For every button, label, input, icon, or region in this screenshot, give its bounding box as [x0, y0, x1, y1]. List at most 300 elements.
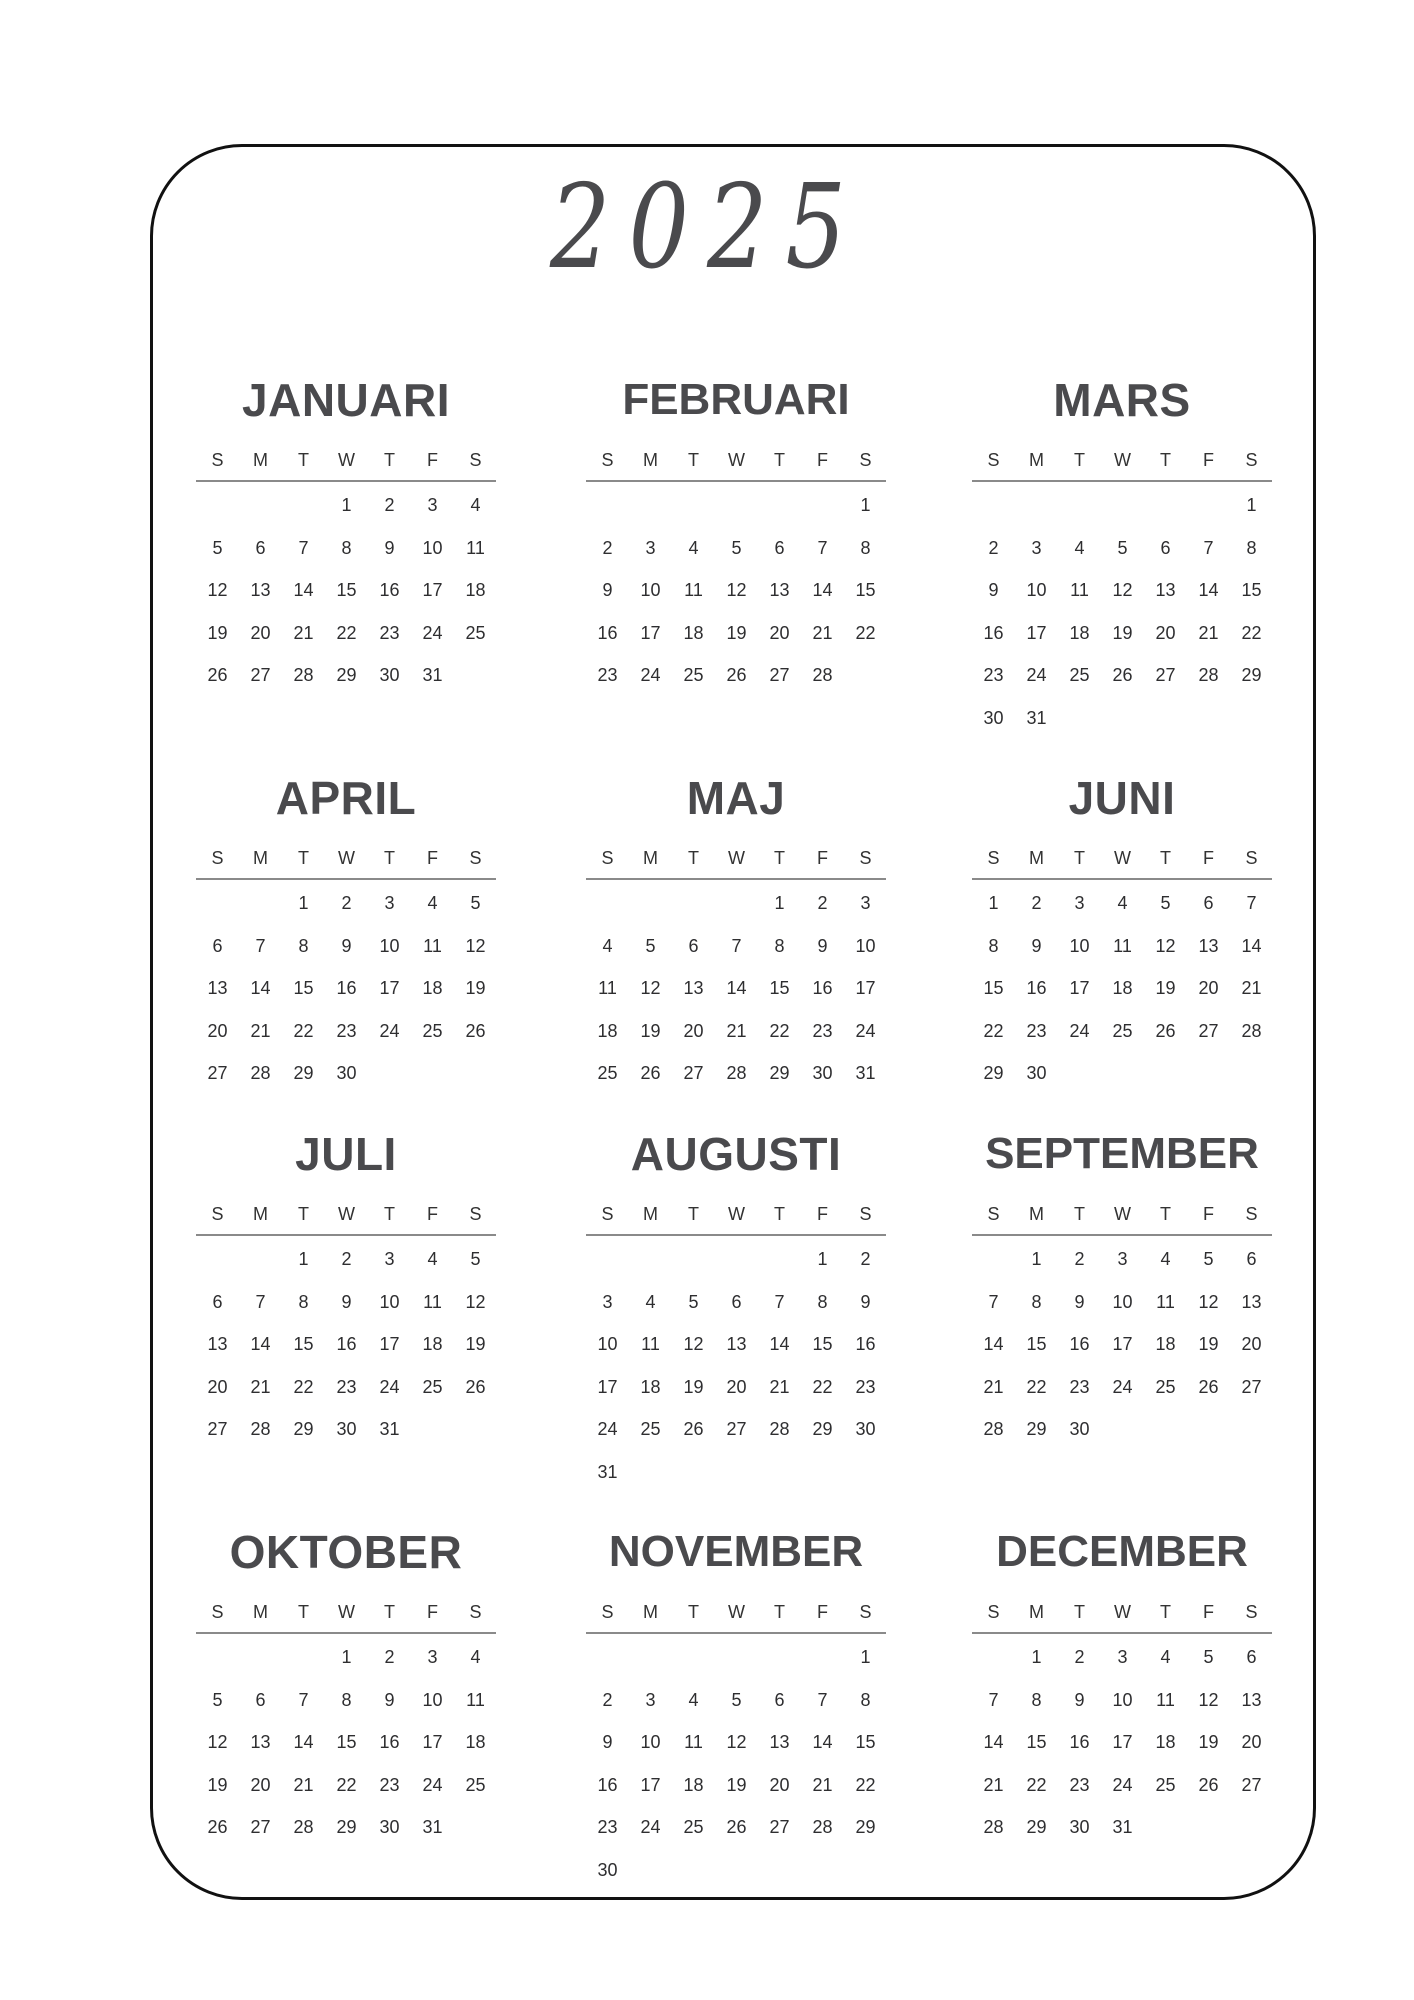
weekday-label: S	[469, 1602, 482, 1622]
weekday-label: W	[728, 450, 745, 470]
day-cell: 14	[1241, 935, 1262, 956]
weekday-label: T	[774, 1602, 785, 1622]
weekday-label: S	[859, 848, 872, 868]
day-cell: 4	[1160, 1647, 1171, 1667]
day-cell: 30	[1026, 1063, 1047, 1083]
day-cell: 10	[1112, 1689, 1133, 1710]
day-cell: 26	[207, 1817, 228, 1837]
day-cell: 24	[640, 1817, 661, 1837]
weekday-label: S	[211, 848, 224, 868]
day-cell: 3	[1117, 1249, 1128, 1269]
weekday-header	[586, 838, 886, 880]
weekday-label: W	[728, 1602, 745, 1622]
empty-cell	[282, 1636, 325, 1679]
day-cell: 16	[1026, 978, 1047, 998]
day-cell: 26	[640, 1063, 661, 1083]
weekday-header	[196, 440, 496, 482]
day-cell: 7	[298, 1689, 309, 1710]
day-cell: 22	[336, 1774, 357, 1795]
day-cell: 28	[769, 1419, 790, 1439]
day-cell: 20	[1155, 622, 1176, 643]
day-cell: 13	[769, 1732, 790, 1752]
day-cell: 18	[422, 978, 443, 998]
day-cell: 3	[384, 893, 395, 913]
day-cell: 4	[645, 1291, 656, 1312]
day-cell: 10	[422, 1689, 443, 1710]
day-cell: 3	[602, 1291, 613, 1312]
day-cell: 18	[422, 1334, 443, 1354]
weekday-label: T	[298, 450, 309, 470]
day-cell: 3	[645, 537, 656, 558]
day-cell: 10	[1069, 935, 1090, 956]
month-name: DECEMBER	[996, 1527, 1248, 1576]
day-cell: 16	[379, 1732, 400, 1752]
day-cell: 24	[379, 1020, 400, 1041]
day-cell: 2	[988, 537, 999, 558]
day-cell: 12	[1198, 1689, 1219, 1710]
weekday-header	[586, 1592, 886, 1634]
day-cell: 19	[207, 1774, 228, 1795]
day-cell: 13	[1198, 935, 1219, 956]
day-cell: 2	[384, 495, 395, 515]
day-grid	[586, 1636, 886, 1891]
day-cell: 16	[855, 1334, 876, 1354]
day-cell: 7	[1246, 893, 1257, 913]
month-name: MARS	[1053, 374, 1191, 426]
empty-cell	[715, 1238, 758, 1281]
weekday-label: W	[338, 1602, 355, 1622]
day-cell: 18	[683, 1774, 704, 1795]
weekday-label: M	[643, 450, 658, 470]
day-cell: 7	[774, 1291, 785, 1312]
day-cell: 17	[1112, 1732, 1133, 1752]
day-cell: 24	[597, 1419, 618, 1439]
empty-cell	[715, 882, 758, 925]
month-name: NOVEMBER	[608, 1527, 864, 1576]
day-cell: 21	[1241, 978, 1262, 998]
day-cell: 15	[1026, 1334, 1047, 1354]
weekday-label: S	[1245, 848, 1258, 868]
empty-cell	[972, 1636, 1015, 1679]
day-cell: 20	[207, 1376, 228, 1397]
day-cell: 6	[688, 935, 699, 956]
day-grid	[972, 1238, 1272, 1451]
day-cell: 6	[1246, 1647, 1257, 1667]
weekday-label: S	[859, 450, 872, 470]
day-cell: 15	[336, 580, 357, 600]
weekday-label: W	[338, 848, 355, 868]
weekday-label: T	[688, 1204, 699, 1224]
empty-cell	[586, 1636, 629, 1679]
month-september	[972, 1126, 1272, 1451]
day-cell: 12	[465, 1291, 486, 1312]
empty-cell	[1101, 484, 1144, 527]
day-cell: 12	[207, 1732, 228, 1752]
empty-cell	[629, 1238, 672, 1281]
day-cell: 20	[1198, 978, 1219, 998]
day-cell: 29	[336, 665, 357, 685]
day-cell: 24	[422, 622, 443, 643]
day-cell: 19	[726, 622, 747, 643]
day-cell: 9	[602, 580, 613, 600]
day-cell: 4	[1160, 1249, 1171, 1269]
day-cell: 14	[983, 1732, 1004, 1752]
weekday-label: M	[643, 1602, 658, 1622]
day-cell: 28	[983, 1817, 1004, 1837]
day-cell: 7	[817, 1689, 828, 1710]
day-cell: 7	[255, 935, 266, 956]
empty-cell	[239, 1636, 282, 1679]
weekday-header	[196, 1592, 496, 1634]
day-cell: 24	[1112, 1774, 1133, 1795]
weekday-label: F	[427, 848, 438, 868]
day-cell: 4	[1117, 893, 1128, 913]
day-cell: 3	[1117, 1647, 1128, 1667]
empty-cell	[672, 1238, 715, 1281]
weekday-label: T	[1074, 1602, 1085, 1622]
weekday-label: T	[774, 1204, 785, 1224]
day-cell: 30	[1069, 1419, 1090, 1439]
month-name: FEBRUARI	[622, 375, 850, 424]
day-cell: 5	[470, 893, 481, 913]
day-cell: 20	[250, 1774, 271, 1795]
weekday-label: W	[728, 848, 745, 868]
weekday-label: S	[1245, 450, 1258, 470]
day-cell: 22	[1026, 1376, 1047, 1397]
weekday-label: S	[469, 450, 482, 470]
day-cell: 25	[422, 1020, 443, 1041]
day-cell: 14	[812, 1732, 833, 1752]
day-cell: 8	[298, 1291, 309, 1312]
day-cell: 21	[726, 1020, 747, 1041]
day-cell: 5	[1160, 893, 1171, 913]
weekday-label: S	[211, 1602, 224, 1622]
day-cell: 5	[688, 1291, 699, 1312]
day-cell: 17	[1112, 1334, 1133, 1354]
weekday-label: T	[384, 450, 395, 470]
weekday-label: T	[384, 848, 395, 868]
day-cell: 23	[336, 1376, 357, 1397]
day-cell: 18	[597, 1020, 618, 1041]
empty-cell	[972, 484, 1015, 527]
day-cell: 26	[1112, 665, 1133, 685]
weekday-label: M	[1029, 450, 1044, 470]
day-cell: 2	[341, 893, 352, 913]
day-cell: 29	[293, 1063, 314, 1083]
day-cell: 26	[465, 1376, 486, 1397]
day-cell: 27	[769, 665, 790, 685]
day-cell: 1	[341, 495, 352, 515]
weekday-header	[972, 440, 1272, 482]
day-cell: 9	[988, 580, 999, 600]
day-cell: 27	[207, 1419, 228, 1439]
weekday-label: S	[469, 848, 482, 868]
month-name: JUNI	[1068, 772, 1176, 824]
day-cell: 12	[726, 580, 747, 600]
day-cell: 12	[207, 580, 228, 600]
day-cell: 25	[1112, 1020, 1133, 1041]
day-cell: 11	[466, 1689, 485, 1710]
empty-cell	[586, 1238, 629, 1281]
day-cell: 22	[855, 622, 876, 643]
weekday-label: F	[427, 450, 438, 470]
day-cell: 16	[812, 978, 833, 998]
day-cell: 13	[1155, 580, 1176, 600]
day-cell: 10	[640, 1732, 661, 1752]
weekday-label: F	[1203, 450, 1214, 470]
day-cell: 29	[983, 1063, 1004, 1083]
empty-cell	[715, 484, 758, 527]
day-cell: 20	[683, 1020, 704, 1041]
day-cell: 1	[1246, 495, 1257, 515]
weekday-label: F	[817, 1204, 828, 1224]
weekday-header	[196, 1194, 496, 1236]
empty-cell	[1015, 484, 1058, 527]
day-cell: 8	[341, 1689, 352, 1710]
day-cell: 16	[336, 978, 357, 998]
day-cell: 10	[422, 537, 443, 558]
day-cell: 19	[207, 622, 228, 643]
day-cell: 29	[336, 1817, 357, 1837]
day-cell: 3	[427, 1647, 438, 1667]
day-cell: 24	[1026, 665, 1047, 685]
day-cell: 2	[341, 1249, 352, 1269]
weekday-label: T	[1074, 450, 1085, 470]
day-cell: 30	[983, 707, 1004, 728]
day-cell: 5	[645, 935, 656, 956]
day-cell: 31	[1026, 707, 1047, 728]
day-cell: 15	[983, 978, 1004, 998]
empty-cell	[196, 484, 239, 527]
day-cell: 13	[1241, 1689, 1262, 1710]
month-februari	[586, 372, 886, 697]
day-cell: 25	[465, 622, 486, 643]
day-cell: 3	[427, 495, 438, 515]
day-cell: 16	[597, 622, 618, 643]
day-cell: 1	[341, 1647, 352, 1667]
day-cell: 17	[379, 978, 400, 998]
day-grid	[586, 484, 886, 697]
month-juli	[196, 1126, 496, 1451]
month-januari	[196, 372, 496, 697]
day-cell: 25	[597, 1063, 618, 1083]
day-cell: 27	[769, 1817, 790, 1837]
day-cell: 17	[422, 580, 443, 600]
day-cell: 28	[250, 1063, 271, 1083]
empty-cell	[196, 1636, 239, 1679]
day-cell: 25	[1069, 665, 1090, 685]
day-cell: 27	[1155, 665, 1176, 685]
day-cell: 28	[812, 665, 833, 685]
day-cell: 11	[1113, 935, 1132, 956]
day-cell: 13	[1241, 1291, 1262, 1312]
day-cell: 16	[379, 580, 400, 600]
day-cell: 19	[1112, 622, 1133, 643]
weekday-label: S	[601, 1602, 614, 1622]
day-cell: 21	[250, 1376, 271, 1397]
day-cell: 11	[1070, 580, 1089, 600]
weekday-label: W	[728, 1204, 745, 1224]
day-cell: 29	[1241, 665, 1262, 685]
month-augusti	[586, 1126, 886, 1493]
day-cell: 22	[293, 1376, 314, 1397]
empty-cell	[239, 484, 282, 527]
day-cell: 28	[293, 665, 314, 685]
day-cell: 28	[1198, 665, 1219, 685]
day-cell: 4	[470, 495, 481, 515]
empty-cell	[1187, 484, 1230, 527]
month-name: OKTOBER	[229, 1526, 463, 1578]
day-cell: 10	[1026, 580, 1047, 600]
day-cell: 19	[726, 1774, 747, 1795]
empty-cell	[672, 1636, 715, 1679]
day-cell: 9	[341, 935, 352, 956]
day-cell: 23	[597, 665, 618, 685]
day-cell: 10	[379, 1291, 400, 1312]
day-cell: 26	[1198, 1376, 1219, 1397]
day-grid	[972, 484, 1272, 739]
weekday-label: F	[427, 1602, 438, 1622]
day-cell: 5	[1203, 1647, 1214, 1667]
day-cell: 12	[1198, 1291, 1219, 1312]
day-cell: 16	[597, 1774, 618, 1795]
day-cell: 23	[855, 1376, 876, 1397]
day-cell: 15	[812, 1334, 833, 1354]
day-cell: 20	[769, 622, 790, 643]
day-cell: 25	[683, 1817, 704, 1837]
day-cell: 5	[212, 537, 223, 558]
day-cell: 17	[855, 978, 876, 998]
day-cell: 1	[774, 893, 785, 913]
weekday-label: T	[688, 1602, 699, 1622]
weekday-label: T	[298, 1602, 309, 1622]
day-cell: 28	[1241, 1020, 1262, 1041]
day-cell: 19	[1155, 978, 1176, 998]
day-grid	[972, 882, 1272, 1095]
day-cell: 22	[855, 1774, 876, 1795]
empty-cell	[801, 1636, 844, 1679]
day-cell: 21	[1198, 622, 1219, 643]
day-cell: 7	[298, 537, 309, 558]
day-cell: 24	[640, 665, 661, 685]
day-cell: 14	[769, 1334, 790, 1354]
day-cell: 14	[250, 978, 271, 998]
weekday-label: M	[1029, 1602, 1044, 1622]
day-cell: 2	[1074, 1249, 1085, 1269]
day-cell: 26	[207, 665, 228, 685]
empty-cell	[758, 484, 801, 527]
day-cell: 25	[640, 1419, 661, 1439]
day-cell: 13	[250, 1732, 271, 1752]
day-cell: 11	[598, 978, 617, 998]
day-cell: 15	[769, 978, 790, 998]
weekday-label: W	[1114, 450, 1131, 470]
empty-cell	[1058, 484, 1101, 527]
month-mars	[972, 372, 1272, 739]
empty-cell	[758, 1238, 801, 1281]
day-cell: 10	[640, 580, 661, 600]
day-cell: 18	[1112, 978, 1133, 998]
day-cell: 16	[336, 1334, 357, 1354]
month-name: JANUARI	[242, 374, 450, 426]
day-cell: 20	[250, 622, 271, 643]
month-november	[586, 1524, 886, 1891]
day-cell: 5	[731, 537, 742, 558]
day-cell: 2	[602, 537, 613, 558]
day-cell: 15	[855, 1732, 876, 1752]
day-cell: 22	[769, 1020, 790, 1041]
day-cell: 28	[812, 1817, 833, 1837]
day-cell: 6	[255, 537, 266, 558]
day-cell: 6	[212, 1291, 223, 1312]
weekday-label: M	[643, 848, 658, 868]
day-cell: 8	[1031, 1689, 1042, 1710]
day-cell: 9	[1031, 935, 1042, 956]
day-cell: 21	[293, 1774, 314, 1795]
month-maj	[586, 770, 886, 1095]
day-cell: 15	[293, 1334, 314, 1354]
day-cell: 23	[983, 665, 1004, 685]
day-cell: 24	[1069, 1020, 1090, 1041]
day-cell: 5	[731, 1689, 742, 1710]
weekday-label: S	[601, 1204, 614, 1224]
day-cell: 21	[983, 1774, 1004, 1795]
day-cell: 4	[688, 537, 699, 558]
day-cell: 17	[379, 1334, 400, 1354]
day-cell: 6	[255, 1689, 266, 1710]
day-cell: 30	[597, 1859, 618, 1880]
day-cell: 2	[384, 1647, 395, 1667]
weekday-label: W	[338, 1204, 355, 1224]
day-cell: 12	[640, 978, 661, 998]
day-cell: 8	[817, 1291, 828, 1312]
day-cell: 29	[769, 1063, 790, 1083]
day-cell: 18	[465, 580, 486, 600]
weekday-label: F	[1203, 848, 1214, 868]
day-cell: 29	[812, 1419, 833, 1439]
day-cell: 20	[1241, 1334, 1262, 1354]
day-cell: 4	[427, 1249, 438, 1269]
day-cell: 11	[684, 1732, 703, 1752]
day-cell: 7	[817, 537, 828, 558]
day-cell: 27	[1241, 1774, 1262, 1795]
day-cell: 17	[640, 1774, 661, 1795]
day-cell: 10	[379, 935, 400, 956]
weekday-label: M	[1029, 848, 1044, 868]
day-cell: 23	[379, 1774, 400, 1795]
day-cell: 2	[602, 1689, 613, 1710]
weekday-header	[972, 1194, 1272, 1236]
day-cell: 29	[1026, 1419, 1047, 1439]
weekday-label: T	[688, 450, 699, 470]
weekday-label: S	[601, 450, 614, 470]
day-cell: 21	[812, 622, 833, 643]
day-cell: 11	[466, 537, 485, 558]
day-cell: 10	[597, 1334, 618, 1354]
day-cell: 27	[683, 1063, 704, 1083]
weekday-header	[972, 838, 1272, 880]
day-cell: 31	[1112, 1817, 1133, 1837]
day-cell: 15	[1241, 580, 1262, 600]
day-cell: 18	[1155, 1732, 1176, 1752]
day-cell: 30	[855, 1419, 876, 1439]
day-cell: 8	[774, 935, 785, 956]
empty-cell	[672, 882, 715, 925]
day-cell: 11	[423, 935, 442, 956]
day-cell: 25	[422, 1376, 443, 1397]
weekday-header	[196, 838, 496, 880]
day-cell: 7	[1203, 537, 1214, 558]
